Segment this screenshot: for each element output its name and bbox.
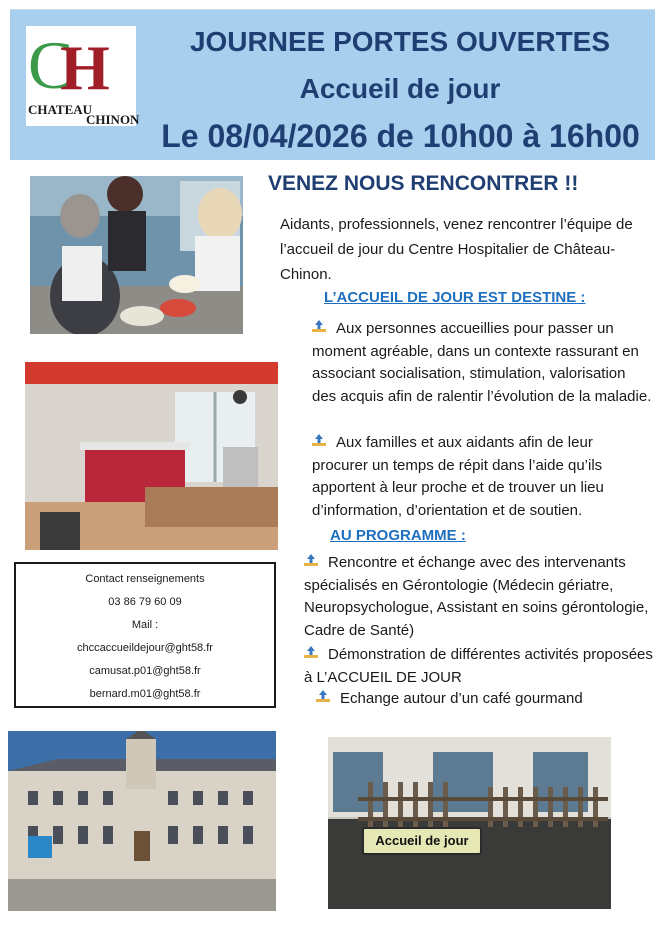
page-title: JOURNEE PORTES OUVERTES: [189, 26, 611, 57]
entrance-sign-text: Accueil de jour: [375, 833, 469, 848]
logo-text-top: CHATEAU: [28, 102, 93, 117]
page-subtitle: Accueil de jour: [299, 73, 501, 104]
list-item-text: Aux familles et aux aidants afin de leur procurer un temps de répit dans l’aide qu’ils apportent à leur proche et de trouver un lieu d’information, d’orientation et de soutien.: [312, 434, 604, 519]
list-item: [312, 432, 652, 522]
list-item-text: Démonstration de différentes activités proposées à L’ACCUEIL DE JOUR: [304, 646, 653, 686]
logo-text-bottom: CHINON: [86, 112, 140, 127]
list-item: [304, 552, 654, 642]
contact-box: [14, 562, 276, 708]
list-item: [316, 688, 656, 711]
kitchen-room-photo: [25, 362, 278, 550]
list-item-text: Rencontre et échange avec des intervenants spécialisés en Gérontologie (Médecin gériatre, Neuropsychologue, Assistant en soins gérontologie, Cadre de Santé): [304, 554, 649, 639]
section-title-destine: L’ACCUEIL DE JOUR EST DESTINE :: [324, 289, 586, 306]
intro-paragraph: Aidants, professionnels, venez rencontrer l’équipe de l’accueil de jour du Centre Hospitalier de Château-Chinon.: [280, 216, 633, 283]
contact-phone: 03 86 79 60 09: [108, 596, 182, 608]
hospital-logo: [26, 26, 140, 127]
logo-c-letter: C: [28, 27, 68, 103]
list-item: [312, 318, 652, 408]
list-item-text: Echange autour d’un café gourmand: [340, 690, 583, 707]
activity-photo: [30, 176, 243, 334]
entrance-sign: [362, 827, 482, 855]
section-title-programme: AU PROGRAMME :: [330, 527, 466, 544]
arrow-bullet-icon: [304, 646, 318, 660]
entrance-photo: [328, 737, 611, 909]
contact-email[interactable]: camusat.p01@ght58.fr: [89, 665, 201, 677]
contact-email[interactable]: bernard.m01@ght58.fr: [89, 688, 201, 700]
arrow-bullet-icon: [316, 690, 330, 704]
list-item-text: Aux personnes accueillies pour passer un moment agréable, dans un contexte rassurant en associant socialisation, stimulation, valorisation des acquis afin de ralentir l’évolution de la maladie.: [312, 320, 652, 405]
logo-h-letter: H: [60, 32, 110, 103]
hospital-building-photo: [8, 731, 276, 911]
arrow-bullet-icon: [312, 320, 326, 334]
list-item: [304, 644, 654, 689]
header-banner: [10, 9, 655, 160]
contact-title: Contact renseignements: [85, 573, 205, 585]
arrow-bullet-icon: [304, 554, 318, 568]
arrow-bullet-icon: [312, 434, 326, 448]
contact-mail-label: Mail :: [131, 619, 159, 631]
event-date: Le 08/04/2026 de 10h00 à 16h00: [161, 118, 640, 154]
contact-email[interactable]: chccaccueildejour@ght58.fr: [77, 642, 213, 654]
headline: VENEZ NOUS RENCONTRER !!: [268, 172, 579, 195]
